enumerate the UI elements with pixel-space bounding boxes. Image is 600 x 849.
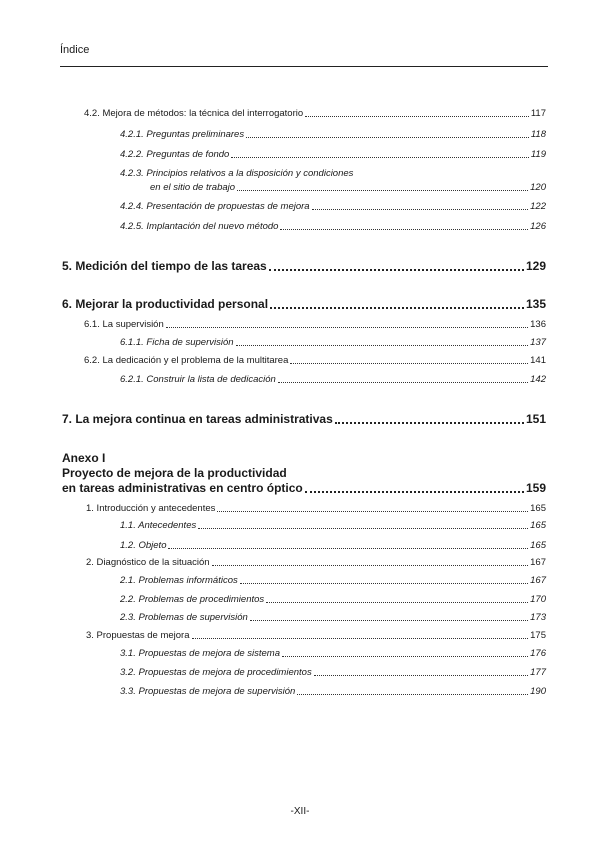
toc-entry-6-1[interactable] — [84, 318, 546, 331]
dot-leader — [168, 548, 528, 549]
toc-page: 129 — [525, 259, 546, 273]
toc-page: 151 — [525, 412, 546, 426]
toc-page: 167 — [530, 557, 546, 568]
toc-page: 190 — [530, 686, 546, 697]
toc-entry-6-1-1[interactable] — [120, 336, 546, 349]
toc-label: 4.2.5. Implantación del nuevo método — [120, 221, 279, 232]
toc-label: 1.1. Antecedentes — [120, 520, 197, 531]
header-title: Índice — [60, 44, 90, 56]
toc-label: 4.2.3. Principios relativos a la disposición y condiciones — [120, 168, 354, 179]
dot-leader — [231, 157, 529, 158]
toc-entry-4-2[interactable] — [84, 107, 546, 120]
header-rule — [60, 66, 548, 67]
toc-annex-2-3[interactable] — [120, 611, 546, 624]
toc-page: 135 — [525, 297, 546, 311]
toc-page: 165 — [530, 503, 546, 514]
dot-leader — [280, 229, 528, 230]
toc-page: 136 — [530, 319, 546, 330]
dot-leader — [236, 345, 529, 346]
toc-label: 5. Medición del tiempo de las tareas — [62, 259, 267, 273]
toc-page: 170 — [530, 594, 546, 605]
toc-page: 137 — [530, 337, 546, 348]
toc-entry-6-2-1[interactable] — [120, 373, 546, 386]
toc-page: 176 — [530, 648, 546, 659]
toc-page: 167 — [530, 575, 546, 586]
toc-label: 4.2.2. Preguntas de fondo — [120, 149, 230, 160]
toc-label: 2. Diagnóstico de la situación — [86, 557, 210, 568]
toc-label: 3.2. Propuestas de mejora de procedimientos — [120, 667, 312, 678]
toc-annex-2-1[interactable] — [120, 574, 546, 587]
toc-label: 2.3. Problemas de supervisión — [120, 612, 248, 623]
dot-leader — [250, 620, 528, 621]
toc-page: 126 — [530, 221, 546, 232]
toc-page: 165 — [530, 540, 546, 551]
dot-leader — [240, 583, 528, 584]
toc-entry-4-2-2[interactable] — [120, 148, 546, 161]
dot-leader — [305, 491, 524, 493]
toc-label: en tareas administrativas en centro óptico — [62, 481, 303, 495]
toc-label: 6.2. La dedicación y el problema de la multitarea — [84, 355, 289, 366]
toc-page: 118 — [530, 129, 546, 140]
dot-leader — [269, 269, 524, 271]
toc-page: 165 — [530, 520, 546, 531]
toc-annex-1-2[interactable] — [120, 539, 546, 552]
toc-annex-1[interactable] — [86, 502, 546, 515]
toc-annex-3[interactable] — [86, 629, 546, 642]
dot-leader — [192, 638, 529, 639]
dot-leader — [282, 656, 528, 657]
dot-leader — [278, 382, 528, 383]
dot-leader — [297, 694, 528, 695]
toc-page: 119 — [530, 149, 546, 160]
toc-label: 2.2. Problemas de procedimientos — [120, 594, 265, 605]
dot-leader — [312, 209, 529, 210]
toc-entry-4-2-3[interactable] — [150, 181, 546, 194]
toc-label: 4.2.1. Preguntas preliminares — [120, 129, 245, 140]
toc-label: 4.2. Mejora de métodos: la técnica del interrogatorio — [84, 108, 304, 119]
toc-label: 3. Propuestas de mejora — [86, 630, 190, 641]
toc-label: 3.3. Propuestas de mejora de supervisión — [120, 686, 296, 697]
annex-heading: Anexo I — [62, 451, 106, 465]
toc-page: 159 — [525, 481, 546, 495]
toc-page: 122 — [530, 201, 546, 212]
dot-leader — [198, 528, 528, 529]
annex-title-line1: Proyecto de mejora de la productividad — [62, 466, 287, 480]
toc-label: 6.1. La supervisión — [84, 319, 164, 330]
dot-leader — [246, 137, 529, 138]
dot-leader — [305, 116, 529, 117]
toc-label: 2.1. Problemas informáticos — [120, 575, 238, 586]
toc-page: 141 — [530, 355, 546, 366]
toc-page: 175 — [530, 630, 546, 641]
toc-annex-2[interactable] — [86, 556, 546, 569]
toc-label: 7. La mejora continua en tareas administrativas — [62, 412, 333, 426]
dot-leader — [270, 307, 524, 309]
toc-entry-4-2-4[interactable] — [120, 200, 546, 213]
dot-leader — [217, 511, 528, 512]
toc-page: 117 — [530, 108, 546, 119]
toc-annex-2-2[interactable] — [120, 593, 546, 606]
dot-leader — [166, 327, 528, 328]
toc-label: 1.2. Objeto — [120, 540, 167, 551]
toc-annex-3-3[interactable] — [120, 685, 546, 698]
toc-label: 6. Mejorar la productividad personal — [62, 297, 269, 311]
dot-leader — [266, 602, 528, 603]
toc-entry-4-2-5[interactable] — [120, 220, 546, 233]
toc-annex-3-1[interactable] — [120, 647, 546, 660]
toc-label: 6.2.1. Construir la lista de dedicación — [120, 374, 276, 385]
toc-label: 1. Introducción y antecedentes — [86, 503, 216, 514]
toc-label: en el sitio de trabajo — [150, 182, 236, 193]
toc-label: 6.1.1. Ficha de supervisión — [120, 337, 234, 348]
toc-label: 3.1. Propuestas de mejora de sistema — [120, 648, 281, 659]
toc-chapter-6[interactable] — [62, 297, 546, 312]
toc-page: 142 — [530, 374, 546, 385]
toc-annex-title[interactable] — [62, 481, 546, 496]
dot-leader — [237, 190, 528, 191]
toc-entry-4-2-3-line1[interactable] — [120, 167, 353, 180]
toc-page: 173 — [530, 612, 546, 623]
page-number: -XII- — [290, 806, 310, 817]
dot-leader — [290, 363, 528, 364]
toc-chapter-5[interactable] — [62, 259, 546, 274]
toc-annex-1-1[interactable] — [120, 519, 546, 532]
toc-label: 4.2.4. Presentación de propuestas de mejora — [120, 201, 310, 212]
toc-page: 177 — [530, 667, 546, 678]
dot-leader — [314, 675, 528, 676]
toc-annex-3-2[interactable] — [120, 666, 546, 679]
toc-entry-6-2[interactable] — [84, 354, 546, 367]
toc-page: 120 — [530, 182, 546, 193]
toc-chapter-7[interactable] — [62, 412, 546, 427]
dot-leader — [335, 422, 524, 424]
dot-leader — [212, 565, 529, 566]
toc-entry-4-2-1[interactable] — [120, 128, 546, 141]
